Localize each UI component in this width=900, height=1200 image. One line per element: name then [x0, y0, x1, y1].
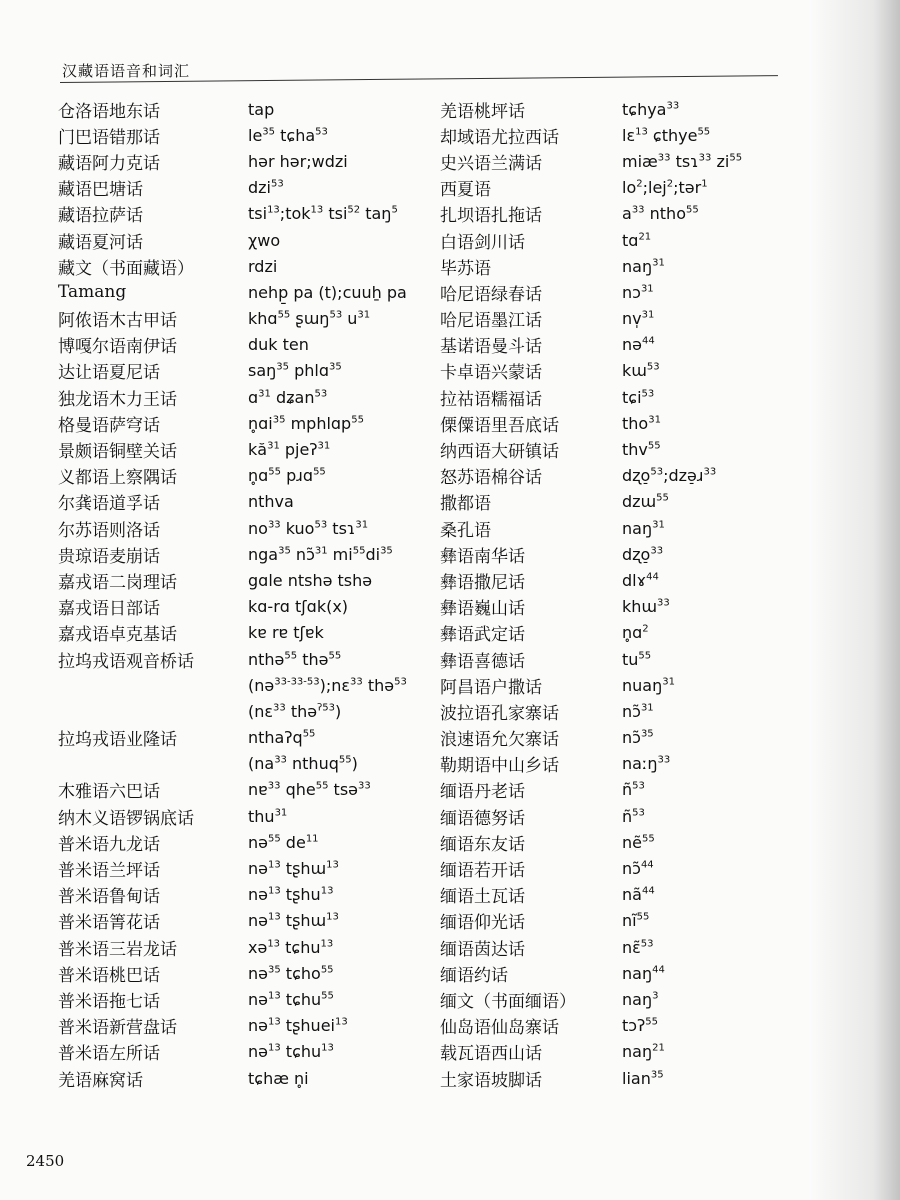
phonetic-form: ɑ$^{31}$ dʑan$^{53}$	[248, 387, 328, 407]
entry-row	[440, 934, 742, 960]
phonetic-form: $lo^2;lej^2;tər^1$	[622, 178, 708, 198]
entry-row	[440, 1013, 742, 1039]
language-name: 贵琼语麦崩话	[58, 546, 160, 567]
language-name: 怒苏语棉谷话	[440, 468, 542, 489]
entry-row	[40, 175, 407, 201]
entry-row	[40, 672, 407, 698]
language-name: 尔龚语道孚话	[58, 494, 160, 515]
language-name: 格曼语萨穹话	[58, 415, 160, 436]
entry-row	[40, 620, 407, 646]
language-name: 拉坞戎语业隆话	[58, 730, 177, 751]
phonetic-form: nɔ̃$^{44}$	[622, 859, 654, 879]
entry-row	[440, 201, 742, 227]
language-name: 博嘎尔语南伊话	[58, 337, 177, 358]
language-name: 土家语坡脚话	[440, 1070, 542, 1091]
entry-row	[40, 410, 407, 436]
language-name: 藏语拉萨话	[58, 206, 143, 227]
phonetic-form: tɕhya$^{33}$	[622, 99, 680, 119]
language-name: 普米语三岩龙话	[58, 939, 177, 960]
entry-row	[440, 306, 742, 332]
entry-row	[40, 515, 407, 541]
phonetic-form: tɕhæ n̥i	[248, 1068, 309, 1088]
phonetic-form: tɔʔ$^{55}$	[622, 1016, 658, 1036]
phonetic-form: dzi$^{53}$	[248, 178, 284, 198]
language-name: 缅语若开话	[440, 861, 525, 882]
entry-row	[40, 436, 407, 462]
phonetic-form: tɑ$^{21}$	[622, 230, 652, 250]
language-name: 普米语新营盘话	[58, 1018, 177, 1039]
phonetic-form: $kă^{31}$ pjeʔ$^{31}$	[248, 440, 331, 460]
language-name: 缅文（书面缅语）	[440, 991, 576, 1012]
language-name: 普米语箐花话	[58, 913, 160, 934]
phonetic-form: kɐ rɐ tʃɐk	[248, 623, 324, 643]
entry-row	[440, 227, 742, 253]
language-name: 仙岛语仙岛寨话	[440, 1018, 559, 1039]
language-name: 木雅语六巴话	[58, 782, 160, 803]
entry-row	[40, 201, 407, 227]
entry-row	[40, 986, 407, 1012]
entry-row	[40, 855, 407, 881]
language-name: 阿昌语户撒话	[440, 677, 542, 698]
language-name: 普米语拖七话	[58, 991, 160, 1012]
entry-row	[440, 436, 742, 462]
entry-row	[40, 725, 407, 751]
language-name: 彝语武定话	[440, 625, 525, 646]
language-name: 藏语阿力克话	[58, 153, 160, 174]
phonetic-form: nə$^{13}$ tʂhuei$^{13}$	[248, 1016, 348, 1036]
language-name: 白语剑川话	[440, 232, 525, 253]
entry-row	[440, 384, 742, 410]
entry-row	[440, 122, 742, 148]
language-name: 嘉戎语卓克基话	[58, 625, 177, 646]
entry-row	[40, 698, 407, 724]
language-name: 阿侬语木古甲话	[58, 311, 177, 332]
phonetic-form: naŋ$^3$	[622, 989, 659, 1009]
entry-row	[440, 148, 742, 174]
phonetic-form: nɐ$^{33}$ qhe$^{55}$ tsə$^{33}$	[248, 780, 371, 800]
phonetic-form: n̥ɑ$^2$	[622, 623, 649, 643]
language-name: 桑孔语	[440, 520, 491, 541]
entry-row	[40, 96, 407, 122]
phonetic-form: nɔ$^{31}$	[622, 282, 654, 302]
language-name: 拉祜语糯福话	[440, 389, 542, 410]
language-name: 基诺语曼斗话	[440, 337, 542, 358]
entry-row	[40, 829, 407, 855]
language-name: 波拉语孔家寨话	[440, 703, 559, 724]
language-name: 彝语巍山话	[440, 599, 525, 620]
entry-row	[440, 175, 742, 201]
phonetic-form: $no^{33}$ kuo$^{53}$ tsɿ$^{31}$	[248, 518, 369, 538]
phonetic-form: nə$^{13}$ tʂhɯ$^{13}$	[248, 859, 339, 879]
phonetic-form: tsi$^{13}$;tok$^{13}$ tsi$^{52}$ taŋ$^5$	[248, 204, 398, 224]
language-name: 却域语尤拉西话	[440, 127, 559, 148]
language-name: 羌语桃坪话	[440, 101, 525, 122]
language-name: 普米语兰坪话	[58, 861, 160, 882]
language-name: 普米语桃巴话	[58, 965, 160, 986]
phonetic-form: $nã^{44}$	[622, 885, 655, 905]
phonetic-form: dʐo̠$^{33}$	[622, 544, 664, 564]
entry-row	[440, 646, 742, 672]
phonetic-form: dlɤ$^{44}$	[622, 570, 659, 590]
phonetic-form: n̥ɑ$^{55}$ pɹɑ$^{55}$	[248, 466, 326, 486]
entry-row	[440, 515, 742, 541]
entry-row	[440, 908, 742, 934]
phonetic-form: $tu^{55}$	[622, 649, 652, 669]
entry-row	[440, 594, 742, 620]
language-name: 藏语夏河话	[58, 232, 143, 253]
phonetic-form: $ñ^{53}$	[622, 806, 645, 826]
phonetic-form: saŋ$^{35}$ phlɑ$^{35}$	[248, 361, 342, 381]
phonetic-form: tɕi$^{53}$	[622, 387, 655, 407]
entry-row	[440, 410, 742, 436]
phonetic-form: lian$^{35}$	[622, 1068, 664, 1088]
entry-row	[440, 332, 742, 358]
entry-row	[440, 1065, 742, 1091]
language-name: 勒期语中山乡话	[440, 756, 559, 777]
language-name: 缅语土瓦话	[440, 887, 525, 908]
language-name: 彝语喜德话	[440, 651, 525, 672]
language-name: 藏文（书面藏语）	[58, 258, 194, 279]
phonetic-form: (nɛ$^{33}$ thə$^{ʔ53}$)	[248, 701, 342, 721]
phonetic-form: $ñ^{53}$	[622, 780, 645, 800]
entry-row	[440, 777, 742, 803]
entry-row	[40, 122, 407, 148]
phonetic-form: gɑle ntshə tshə	[248, 570, 373, 590]
language-name: 缅语丹老话	[440, 782, 525, 803]
language-name: 卡卓语兴蒙话	[440, 363, 542, 384]
entry-row	[40, 148, 407, 174]
language-name: 达让语夏尼话	[58, 363, 160, 384]
phonetic-form: $le^{35}$ tɕha$^{53}$	[248, 125, 328, 145]
phonetic-form: rdzi	[248, 256, 278, 276]
entry-row	[40, 279, 407, 305]
phonetic-form: nthaʔq$^{55}$	[248, 728, 316, 748]
language-name: 嘉戎语二岗理话	[58, 572, 177, 593]
phonetic-form: nɛ̃$^{53}$	[622, 937, 654, 957]
entry-row	[40, 777, 407, 803]
entry-row	[440, 986, 742, 1012]
phonetic-form: nga$^{35}$ nɔ̃$^{31}$ $mi^{55}di^{35}$	[248, 544, 393, 564]
phonetic-form: naːŋ$^{33}$	[622, 754, 671, 774]
language-name: 普米语鲁甸话	[58, 887, 160, 908]
entry-row	[440, 463, 742, 489]
language-name: 彝语撒尼话	[440, 572, 525, 593]
language-name: 载瓦语西山话	[440, 1044, 542, 1065]
language-name: 门巴语错那话	[58, 127, 160, 148]
language-name: 哈尼语绿春话	[440, 284, 542, 305]
language-name: 缅语仰光话	[440, 913, 525, 934]
phonetic-form: nv̩$^{31}$	[622, 309, 655, 329]
entry-row	[40, 1013, 407, 1039]
phonetic-form: nɔ̃$^{31}$	[622, 701, 654, 721]
phonetic-form: nehp̱ pa (t);cuuẖ pa	[248, 282, 407, 302]
entry-row	[440, 620, 742, 646]
phonetic-form: tho$^{31}$	[622, 413, 661, 433]
entry-row	[40, 751, 407, 777]
page-number: 2450	[26, 1152, 65, 1170]
language-name: 景颇语铜壁关话	[58, 442, 177, 463]
phonetic-form: nthə$^{55}$ thə$^{55}$	[248, 649, 342, 669]
entry-row	[40, 1039, 407, 1065]
phonetic-form: khɯ$^{33}$	[622, 597, 670, 617]
phonetic-form: naŋ$^{31}$	[622, 518, 665, 538]
language-name: 纳木义语锣锅底话	[58, 808, 194, 829]
language-name: 拉坞戎语观音桥话	[58, 651, 194, 672]
entry-row	[440, 567, 742, 593]
language-name: 浪速语允欠寨话	[440, 730, 559, 751]
phonetic-form: nə$^{55}$ $de^{11}$	[248, 832, 319, 852]
language-name: 缅语东友话	[440, 834, 525, 855]
phonetic-form: lɛ$^{13}$ ɕthye$^{55}$	[622, 125, 711, 145]
language-name: Tamang	[58, 282, 127, 303]
phonetic-form: kɯ$^{53}$	[622, 361, 660, 381]
phonetic-form: nthva	[248, 492, 294, 512]
language-name: 扎坝语扎拖话	[440, 206, 542, 227]
entry-row	[440, 725, 742, 751]
language-name: 毕苏语	[440, 258, 491, 279]
phonetic-form: thv$^{55}$	[622, 440, 661, 460]
entry-row	[40, 594, 407, 620]
phonetic-form: dʐo̠$^{53}$;dzə̠ɹ$^{33}$	[622, 466, 717, 486]
entry-row	[440, 489, 742, 515]
running-header-title: 汉藏语语音和词汇	[62, 62, 191, 80]
entry-row	[440, 279, 742, 305]
phonetic-form: nə$^{13}$ tʂhɯ$^{13}$	[248, 911, 339, 931]
language-name: 西夏语	[440, 180, 491, 201]
phonetic-form: naŋ$^{44}$	[622, 963, 665, 983]
entry-row	[40, 1065, 407, 1091]
entry-row	[440, 96, 742, 122]
entry-row	[40, 803, 407, 829]
entry-row	[440, 882, 742, 908]
language-name: 普米语左所话	[58, 1044, 160, 1065]
phonetic-form: khɑ$^{55}$ ʂɯŋ$^{53}$ $u^{31}$	[248, 309, 371, 329]
entry-row	[40, 332, 407, 358]
language-name: 普米语九龙话	[58, 834, 160, 855]
phonetic-form: nə$^{13}$ tʂhu$^{13}$	[248, 885, 334, 905]
language-name: 义都语上察隅话	[58, 468, 177, 489]
page-edge-shadow	[810, 0, 900, 1200]
language-name: 尔苏语则洛话	[58, 520, 160, 541]
language-name: 史兴语兰满话	[440, 153, 542, 174]
entry-row	[40, 463, 407, 489]
phonetic-form: ($na^{33}$ nthuq$^{55}$)	[248, 754, 358, 774]
phonetic-form: nə$^{13}$ tɕhu$^{55}$	[248, 989, 334, 1009]
phonetic-form: n̥ɑi$^{35}$ mphlɑp$^{55}$	[248, 413, 364, 433]
entry-row	[40, 882, 407, 908]
phonetic-form: nẽ$^{55}$	[622, 832, 655, 852]
language-name: 仓洛语地东话	[58, 101, 160, 122]
phonetic-form: nə$^{35}$ tɕho$^{55}$	[248, 963, 334, 983]
entry-row	[440, 1039, 742, 1065]
language-name: 彝语南华话	[440, 546, 525, 567]
phonetic-form: (nə$^{33-33-53}$);nɛ$^{33}$ thə$^{53}$	[248, 675, 407, 695]
phonetic-form: nə$^{13}$ tɕhu$^{13}$	[248, 1042, 334, 1062]
entry-row	[40, 489, 407, 515]
entry-row	[440, 855, 742, 881]
language-name: 缅语茵达话	[440, 939, 525, 960]
entry-row	[440, 960, 742, 986]
language-name: 羌语麻窝话	[58, 1070, 143, 1091]
entry-row	[440, 829, 742, 855]
entry-row	[40, 934, 407, 960]
phonetic-form: nə$^{44}$	[622, 335, 655, 355]
entry-row	[40, 253, 407, 279]
phonetic-form: naŋ$^{21}$	[622, 1042, 665, 1062]
language-name: 缅语德努话	[440, 808, 525, 829]
entry-row	[440, 672, 742, 698]
entry-row	[440, 698, 742, 724]
phonetic-form: nɔ̃$^{35}$	[622, 728, 654, 748]
phonetic-form: miæ$^{33}$ tsɿ$^{33}$ $zi^{55}$	[622, 151, 743, 171]
phonetic-form: naŋ$^{31}$	[622, 256, 665, 276]
entry-row	[440, 803, 742, 829]
language-name: 纳西语大研镇话	[440, 442, 559, 463]
phonetic-form: kɑ-rɑ tʃɑk(x)	[248, 597, 349, 617]
right-column	[440, 96, 742, 1091]
entry-row	[440, 541, 742, 567]
entry-row	[40, 358, 407, 384]
language-name: 撒都语	[440, 494, 491, 515]
entry-row	[40, 306, 407, 332]
phonetic-form: duk ten	[248, 335, 309, 355]
entry-row	[440, 253, 742, 279]
phonetic-form: $a^{33}$ ntho$^{55}$	[622, 204, 699, 224]
language-name: 哈尼语墨江话	[440, 311, 542, 332]
phonetic-form: xə$^{13}$ tɕhu$^{13}$	[248, 937, 334, 957]
entry-row	[40, 960, 407, 986]
entry-row	[40, 908, 407, 934]
left-column	[40, 96, 407, 1091]
entry-row	[40, 646, 407, 672]
entry-row	[40, 541, 407, 567]
phonetic-form: tap	[248, 99, 275, 119]
entry-row	[440, 358, 742, 384]
language-name: 缅语约话	[440, 965, 508, 986]
phonetic-form: $nĩ^{55}$	[622, 911, 650, 931]
phonetic-form: dzɯ$^{55}$	[622, 492, 669, 512]
entry-row	[40, 384, 407, 410]
language-name: 藏语巴塘话	[58, 180, 143, 201]
phonetic-form: thu$^{31}$	[248, 806, 288, 826]
phonetic-form: hər hər;wdzi	[248, 151, 348, 171]
phonetic-form: nuaŋ$^{31}$	[622, 675, 675, 695]
language-name: 嘉戎语日部话	[58, 599, 160, 620]
language-name: 傈僳语里吾底话	[440, 415, 559, 436]
entry-row	[40, 227, 407, 253]
entry-row	[440, 751, 742, 777]
phonetic-form: χwo	[248, 230, 281, 250]
language-name: 独龙语木力王话	[58, 389, 177, 410]
entry-row	[40, 567, 407, 593]
